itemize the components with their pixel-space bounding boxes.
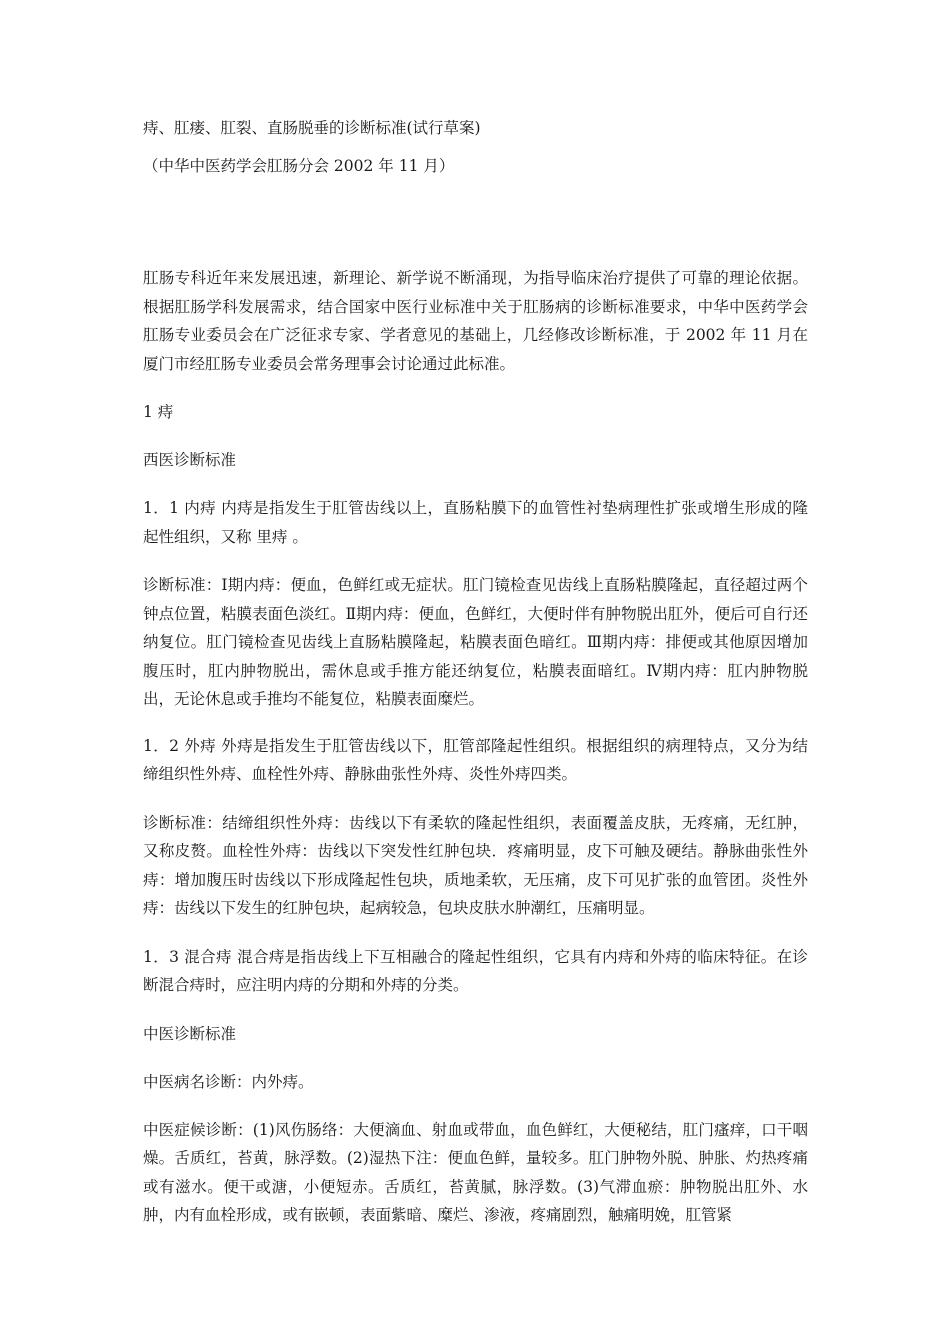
spacer [143, 1048, 808, 1068]
document-title: 痔、肛瘘、肛裂、直肠脱垂的诊断标准(试行草案) [143, 119, 481, 137]
spacer [143, 923, 808, 943]
spacer [143, 1000, 808, 1020]
tcm-disease-name: 中医病名诊断：内外痔。 [143, 1072, 314, 1091]
external-hemorrhoids-definition: 1．2 外痔 外痔是指发生于肛管齿线以下，肛管部隆起性组织。根据组织的病理特点，又分为结缔组织性外痔、血栓性外痔、静脉曲张性外痔、炎性外痔四类。 [143, 736, 808, 783]
tcm-syndrome-diagnosis: 中医症候诊断：(1)风伤肠络：大便滴血、射血或带血，血色鲜红，大便秘结，肛门瘙痒，口干咽燥。舌质红，苔黄，脉浮数。(2)湿热下注：便血色鲜，量较多。肛门肿物外脱、肿胀、灼热疼痛或有滋水。便干或溏，小便短赤。舌质红，苔黄腻，脉浮数。(3)气滞血瘀：肿物脱出肛外、水肿，内有血栓形成，或有嵌顿，表面紫暗、糜烂、渗液，疼痛剧烈，触痛明娩，肛管紧 [143, 1120, 808, 1224]
intro-paragraph: 肛肠专科近年来发展迅速，新理论、新学说不断涌现，为指导临床治疗提供了可靠的理论依据。根据肛肠学科发展需求，结合国家中医行业标准中关于肛肠病的诊断标准要求，中华中医药学会肛肠专业委员会在广泛征求专家、学者意见的基础上，几经修改诊断标准，于 2002 年 11 月在厦门市经肛肠专业委员会常务理事会讨论通过此标准。 [143, 269, 808, 373]
internal-hemorrhoids-criteria: 诊断标准：Ⅰ期内痔：便血，色鲜红或无症状。肛门镜检查见齿线上直肠粘膜隆起，直径超过两个钟点位置，粘膜表面色淡红。Ⅱ期内痔：便血，色鲜红，大便时伴有肿物脱出肛外，便后可自行还纳复位。肛门镜检查见齿线上直肠粘膜隆起，粘膜表面色暗红。Ⅲ期内痔：排便或其他原因增加腹压时，肛内肿物脱出，需休息或手推方能还纳复位，粘膜表面暗红。Ⅳ期内痔：肛内肿物脱出，无论休息或手推均不能复位，粘膜表面糜烂。 [143, 576, 808, 708]
spacer [143, 426, 808, 446]
western-criteria-heading: 西医诊断标准 [143, 451, 237, 469]
tcm-criteria-heading: 中医诊断标准 [143, 1024, 237, 1043]
spacer [143, 474, 808, 494]
mixed-hemorrhoids-definition: 1．3 混合痔 混合痔是指齿线上下互相融合的隆起性组织，它具有内痔和外痔的临床特征。在诊断混合痔时，应注明内痔的分期和外痔的分类。 [143, 947, 808, 994]
internal-hemorrhoids-definition: 1．1 内痔 内痔是指发生于肛管齿线以上，直肠粘膜下的血管性衬垫病理性扩张或增生形成的隆起性组织，又称 里痔 。 [143, 499, 808, 546]
external-hemorrhoids-criteria: 诊断标准：结缔组织性外痔：齿线以下有柔软的隆起性组织，表面覆盖皮肤，无疼痛，无红肿，又称皮赘。血栓性外痔：齿线以下突发性红肿包块．疼痛明显，皮下可触及硬结。静脉曲张性外痔：增加腹压时齿线以下形成隆起性包块，质地柔软，无压痛，皮下可见扩张的血管团。炎性外痔：齿线以下发生的红肿包块，起病较急，包块皮肤水肿潮红，压痛明显。 [143, 813, 808, 917]
spacer [143, 378, 808, 398]
spacer [143, 551, 808, 571]
spacer [143, 789, 808, 809]
spacer [143, 181, 808, 264]
spacer [143, 1096, 808, 1116]
spacer [143, 714, 808, 732]
document-subtitle: （中华中医药学会肛肠分会 2002 年 11 月） [143, 157, 455, 175]
document-page [143, 113, 808, 1230]
section-heading-hemorrhoids: 1 痔 [143, 403, 174, 421]
